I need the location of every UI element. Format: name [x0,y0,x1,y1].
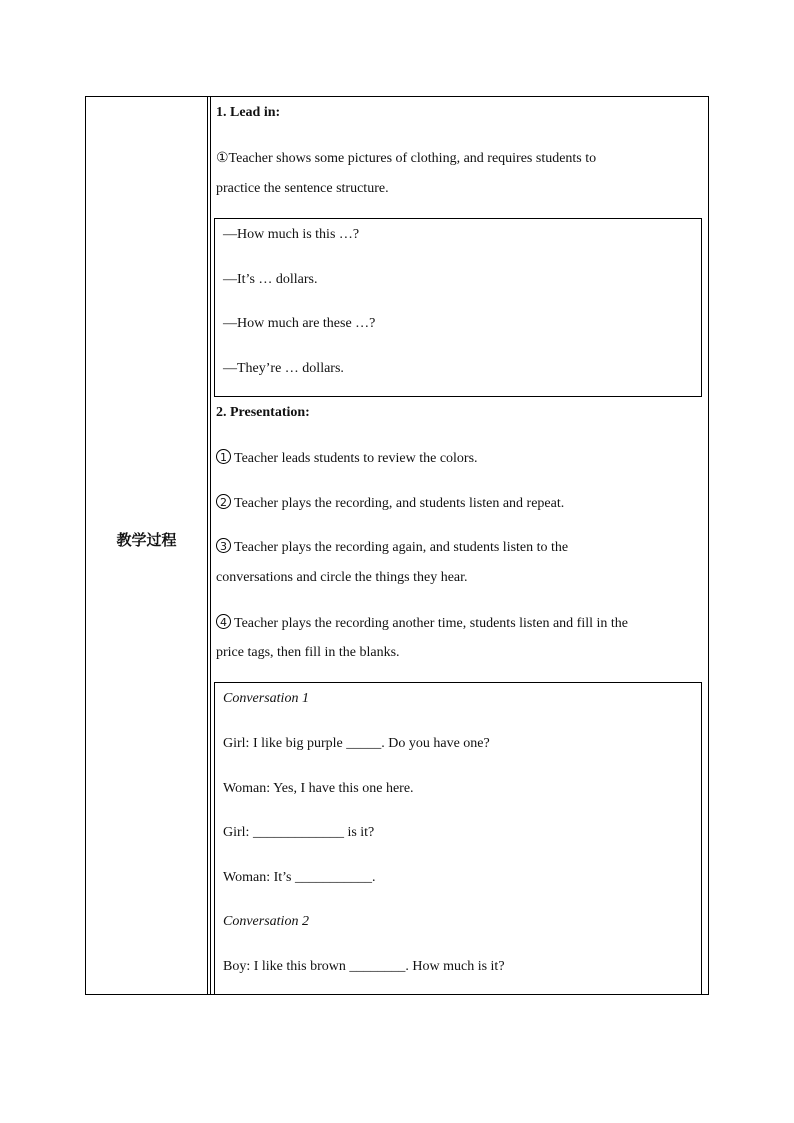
step-text: Teacher plays the recording another time, students listen and fill in the [234,616,629,631]
step-text: Teacher plays the recording again, and students listen to the [234,540,569,555]
presentation-step-3 [216,538,568,556]
content-cell [214,97,704,994]
dialog-line: —How much is this …? [223,227,360,242]
conversation-line: Woman: It’s ___________. [223,870,376,885]
conversations-box [214,682,702,994]
lead-in-step1-line1: ①Teacher shows some pictures of clothing, and requires students to [216,151,597,166]
conversation-line: Boy: I like this brown ________. How much is it? [223,959,505,974]
lead-in-heading: 1. Lead in: [216,105,281,120]
conversation-1-title: Conversation 1 [223,691,309,706]
presentation-heading: 2. Presentation: [216,405,310,420]
step-number-4: 4 [216,614,231,629]
step-text: Teacher leads students to review the colors. [234,451,478,466]
conversation-2-title: Conversation 2 [223,914,309,929]
step-number-2: 2 [216,494,231,509]
column-divider [207,97,208,994]
column-divider-inner [210,97,211,994]
conversation-line: Girl: I like big purple _____. Do you have one? [223,736,490,751]
conversation-line: Woman: Yes, I have this one here. [223,781,414,796]
presentation-step-4 [216,614,628,632]
lead-in-step1-line2: practice the sentence structure. [216,181,389,196]
dialog-box [214,218,702,397]
dialog-line: —How much are these …? [223,316,376,331]
section-label: 教学过程 [116,531,177,549]
dialog-line: —It’s … dollars. [223,272,318,287]
presentation-step-1 [216,449,478,467]
conversation-line: Girl: _____________ is it? [223,825,375,840]
step-number-1: 1 [216,449,231,464]
presentation-step-4-line2: price tags, then fill in the blanks. [216,645,400,660]
step-text: Teacher plays the recording, and students listen and repeat. [234,496,565,511]
lesson-plan-table [85,96,709,995]
section-label-cell [86,97,207,994]
presentation-step-2 [216,494,564,512]
dialog-line: —They’re … dollars. [223,361,344,376]
presentation-step-3-line2: conversations and circle the things they hear. [216,570,468,585]
step-number-3: 3 [216,538,231,553]
